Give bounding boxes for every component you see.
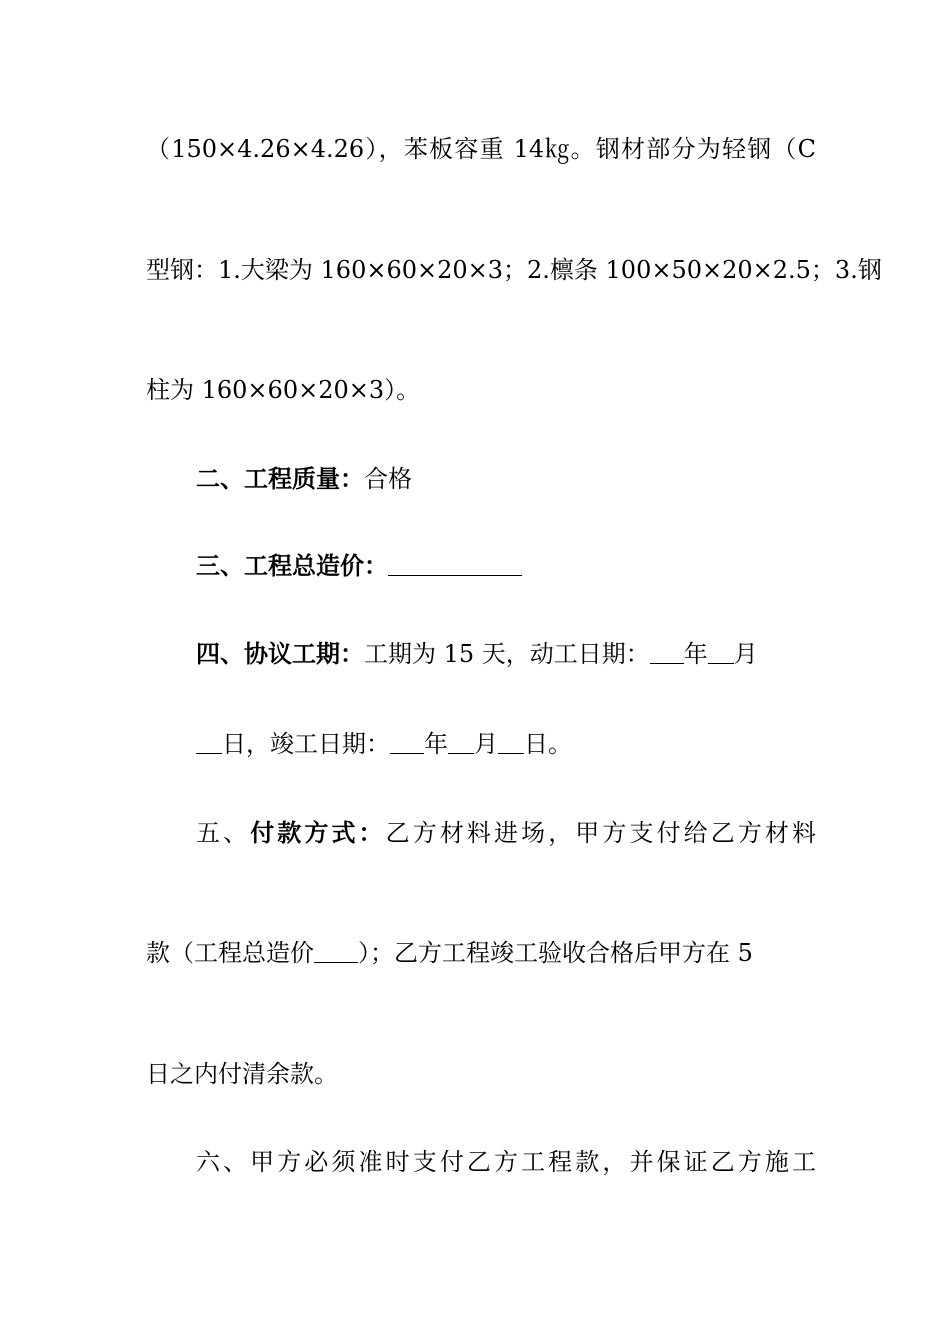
end-year-blank: [390, 731, 424, 754]
end-day-unit: 日。: [524, 730, 572, 758]
price-label: 三、工程总造价：: [196, 551, 388, 580]
start-day-text: 日，竣工日期：: [222, 730, 390, 758]
quality-value: 合格: [364, 465, 412, 493]
end-month-unit: 月: [474, 730, 498, 758]
payment-text-2a: 款（工程总造价: [146, 939, 314, 967]
end-day-blank: [498, 731, 524, 754]
period-clause-cont: [196, 728, 866, 760]
start-month-unit: 月: [733, 640, 758, 668]
paragraph-line-2: 型钢：1.大梁为 160×60×20×3；2.檩条 100×50×20×2.5；3.钢: [146, 256, 882, 284]
end-month-blank: [448, 731, 474, 754]
price-clause: [196, 550, 866, 582]
payment-blank: [314, 940, 358, 963]
payment-prefix: 五、: [196, 819, 251, 847]
clause-six: 六、甲方必须准时支付乙方工程款，并保证乙方施工: [196, 1148, 816, 1176]
period-text: 工期为 15 天，动工日期：: [364, 640, 650, 668]
payment-clause: [196, 817, 816, 849]
paragraph-line-1: （150×4.26×4.26），苯板容重 14㎏。钢材部分为轻钢（C: [146, 135, 816, 163]
payment-clause-cont: [146, 937, 816, 969]
payment-text-2b: ）；乙方工程竣工验收合格后甲方在 5: [358, 939, 753, 967]
start-year-blank: [650, 641, 684, 664]
paragraph-line-3: 柱为 160×60×20×3）。: [146, 376, 421, 404]
start-year-unit: 年: [683, 640, 708, 668]
period-label: 四、协议工期：: [196, 639, 364, 668]
end-year-unit: 年: [424, 730, 448, 758]
quality-label: 二、工程质量：: [196, 464, 364, 493]
start-month-blank: [708, 641, 734, 664]
payment-text-1: 乙方材料进场，甲方支付给乙方材料: [385, 819, 817, 847]
payment-label: 付款方式：: [250, 818, 386, 847]
period-clause: [196, 638, 866, 670]
start-day-blank: [196, 731, 222, 754]
price-blank: [388, 553, 522, 576]
quality-clause: [196, 463, 866, 495]
payment-clause-end: 日之内付清余款。: [146, 1060, 338, 1088]
